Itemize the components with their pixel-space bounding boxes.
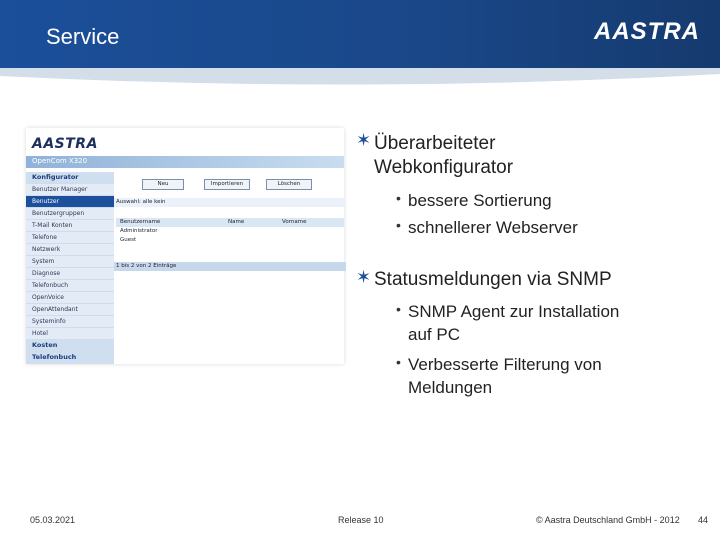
bullet-dot-icon: •	[396, 217, 401, 233]
screenshot-logo: AASTRA	[32, 136, 98, 152]
sub-bullet: Verbesserte Filterung von	[408, 355, 602, 374]
configurator-screenshot	[26, 128, 344, 364]
sub-bullet: Meldungen	[408, 378, 493, 397]
table-header-row	[116, 218, 344, 227]
sidebar-item-system[interactable]: System	[26, 256, 114, 268]
column-header[interactable]: Benutzername	[120, 219, 161, 225]
bullet-line: Überarbeiteter	[374, 133, 496, 154]
sidebar-item-netzwerk[interactable]: Netzwerk	[26, 244, 114, 256]
footer-date: 05.03.2021	[30, 515, 76, 525]
screenshot-titlebar-text: OpenCom X320	[32, 157, 88, 165]
header-swoosh	[0, 68, 720, 94]
sidebar-item-benutzer-manager[interactable]: Benutzer Manager	[26, 184, 114, 196]
screenshot-titlebar	[26, 156, 344, 168]
sidebar-item-tmail[interactable]: T-Mail Konten	[26, 220, 114, 232]
sub-bullet: schnellerer Webserver	[408, 218, 578, 237]
table-row[interactable]	[116, 227, 344, 236]
delete-button[interactable]: Löschen	[266, 179, 312, 190]
header-bar	[0, 0, 720, 68]
bullet-star-icon: ✶	[356, 130, 372, 150]
selection-bar[interactable]: Auswahl: alle kein	[114, 198, 346, 207]
footer-copyright: © Aastra Deutschland GmbH - 2012	[536, 515, 680, 525]
table-footer: 1 bis 2 von 2 Einträge	[114, 262, 346, 271]
bullet-star-icon: ✶	[356, 267, 372, 287]
column-header[interactable]: Name	[228, 219, 245, 225]
sidebar-item-konfigurator[interactable]: Konfigurator	[26, 172, 114, 184]
sidebar-item-openvoice[interactable]: OpenVoice	[26, 292, 114, 304]
import-button[interactable]: Importieren	[204, 179, 250, 190]
sidebar-item-telefonbuch-head[interactable]: Telefonbuch	[26, 352, 114, 364]
sub-bullet: bessere Sortierung	[408, 191, 552, 210]
bullet-line: Statusmeldungen via SNMP	[374, 269, 612, 290]
bullet-dot-icon: •	[396, 354, 401, 370]
bullet-line: Webkonfigurator	[374, 157, 514, 178]
sidebar-item-diagnose[interactable]: Diagnose	[26, 268, 114, 280]
sub-bullet: auf PC	[408, 325, 460, 344]
bullet-dot-icon: •	[396, 190, 401, 206]
table-cell: Administrator	[120, 228, 158, 234]
sidebar-item-systeminfo[interactable]: Systeminfo	[26, 316, 114, 328]
sidebar-item-telefone[interactable]: Telefone	[26, 232, 114, 244]
table-cell: Guest	[120, 237, 137, 243]
sub-bullet: SNMP Agent zur Installation	[408, 302, 620, 321]
footer-page-number: 44	[698, 515, 709, 525]
column-header[interactable]: Vorname	[282, 219, 307, 225]
sidebar-item-telefonbuch[interactable]: Telefonbuch	[26, 280, 114, 292]
sidebar-item-hotel[interactable]: Hotel	[26, 328, 114, 340]
sidebar-item-benutzer[interactable]: Benutzer	[26, 196, 114, 208]
slide-title: Service	[46, 24, 120, 49]
sidebar-item-openattendant[interactable]: OpenAttendant	[26, 304, 114, 316]
bullet-dot-icon: •	[396, 301, 401, 317]
aastra-logo: AASTRA	[594, 18, 700, 45]
table-row[interactable]	[116, 236, 344, 245]
user-table	[116, 218, 344, 245]
sidebar-item-benutzergruppen[interactable]: Benutzergruppen	[26, 208, 114, 220]
screenshot-sidebar	[26, 172, 114, 364]
screenshot-main	[114, 172, 344, 364]
sidebar-item-kosten[interactable]: Kosten	[26, 340, 114, 352]
footer-release: Release 10	[338, 515, 384, 525]
new-button[interactable]: Neu	[142, 179, 184, 190]
